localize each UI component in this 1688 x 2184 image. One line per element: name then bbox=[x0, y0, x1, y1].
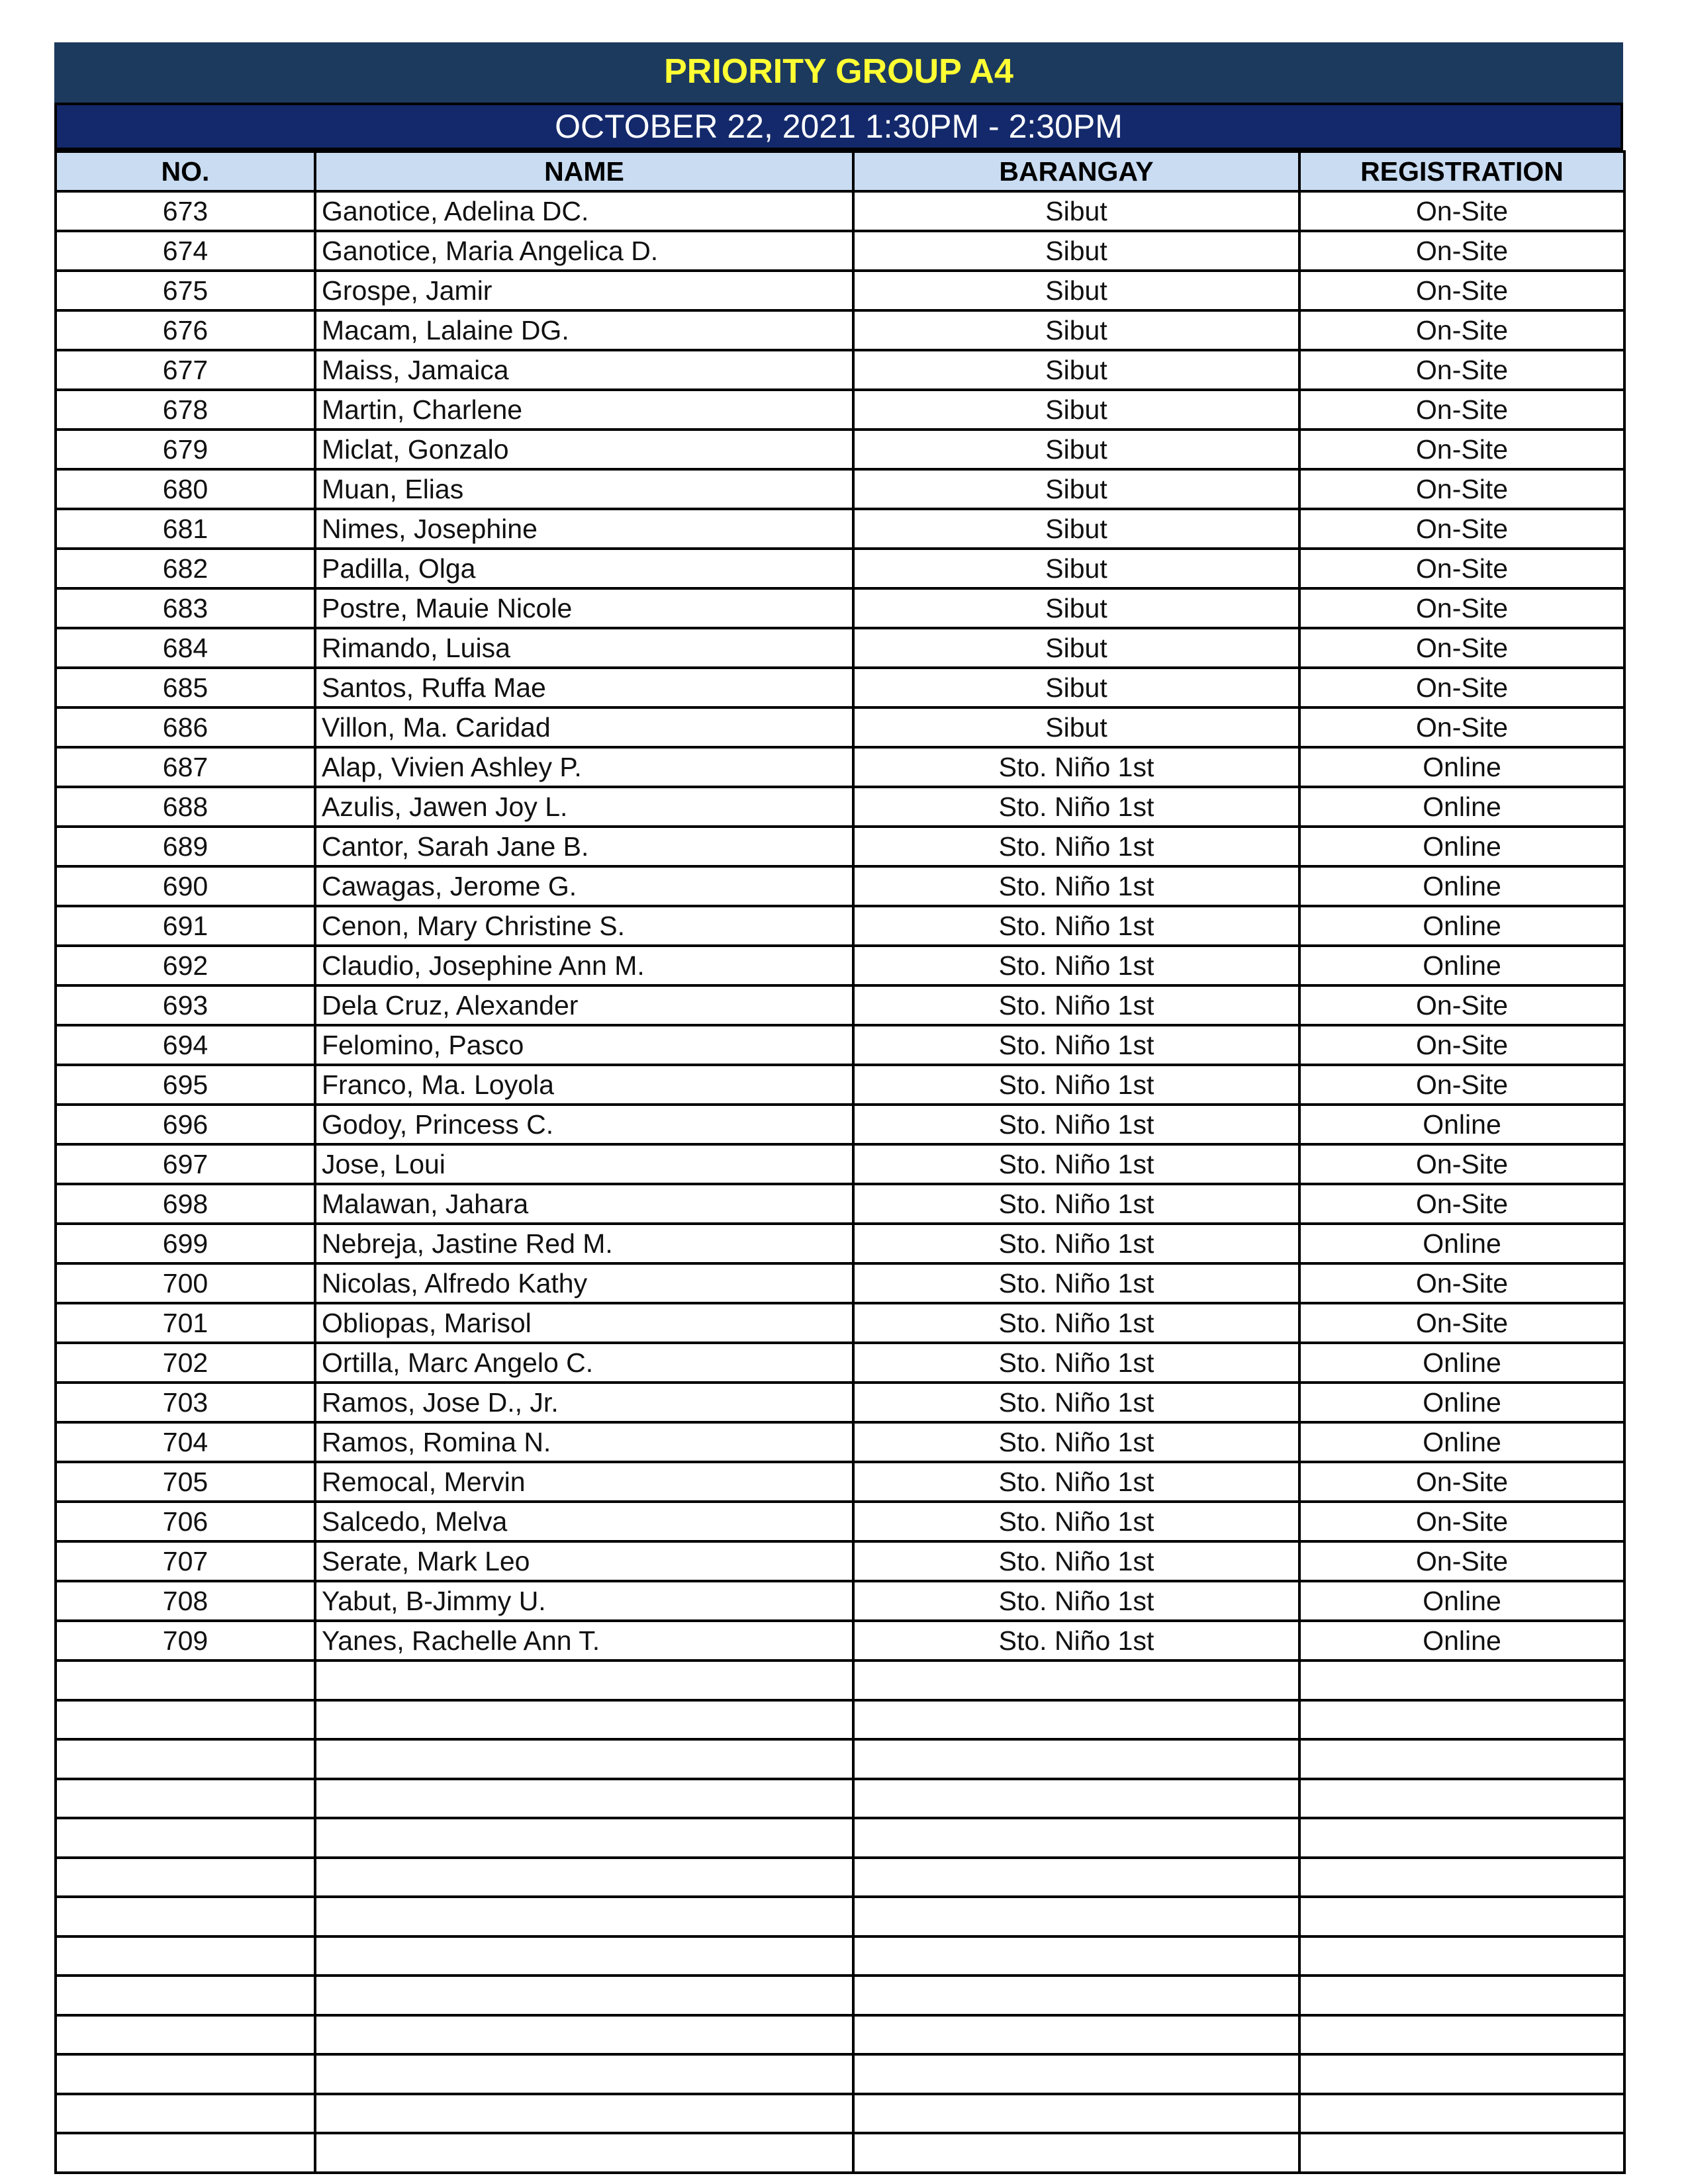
cell-no: 704 bbox=[56, 1422, 315, 1462]
empty-cell bbox=[56, 1858, 315, 1897]
empty-cell bbox=[853, 2054, 1299, 2094]
empty-cell bbox=[315, 2015, 853, 2055]
cell-registration: On-Site bbox=[1299, 231, 1624, 271]
cell-barangay: Sto. Niño 1st bbox=[853, 985, 1299, 1025]
cell-no: 697 bbox=[56, 1144, 315, 1184]
empty-cell bbox=[56, 1779, 315, 1819]
empty-cell bbox=[315, 1936, 853, 1976]
cell-name: Macam, Lalaine DG. bbox=[315, 310, 853, 350]
empty-cell bbox=[315, 1858, 853, 1897]
table-row bbox=[56, 866, 1624, 906]
empty-cell bbox=[315, 1739, 853, 1779]
cell-no: 701 bbox=[56, 1303, 315, 1343]
cell-barangay: Sto. Niño 1st bbox=[853, 1263, 1299, 1303]
empty-cell bbox=[56, 1739, 315, 1779]
cell-name: Maiss, Jamaica bbox=[315, 350, 853, 390]
table-row bbox=[56, 1383, 1624, 1422]
table-row bbox=[56, 310, 1624, 350]
cell-no: 681 bbox=[56, 509, 315, 549]
empty-cell bbox=[315, 2133, 853, 2173]
empty-cell bbox=[315, 1661, 853, 1700]
table-row bbox=[56, 1541, 1624, 1581]
cell-name: Cantor, Sarah Jane B. bbox=[315, 827, 853, 866]
empty-row bbox=[56, 2015, 1624, 2055]
cell-name: Salcedo, Melva bbox=[315, 1502, 853, 1541]
table-row bbox=[56, 350, 1624, 390]
cell-barangay: Sibut bbox=[853, 231, 1299, 271]
empty-cell bbox=[853, 2015, 1299, 2055]
cell-name: Ortilla, Marc Angelo C. bbox=[315, 1343, 853, 1383]
empty-cell bbox=[853, 1739, 1299, 1779]
cell-registration: On-Site bbox=[1299, 549, 1624, 588]
cell-registration: Online bbox=[1299, 747, 1624, 787]
cell-registration: Online bbox=[1299, 827, 1624, 866]
cell-registration: On-Site bbox=[1299, 1025, 1624, 1065]
cell-registration: On-Site bbox=[1299, 310, 1624, 350]
cell-registration: Online bbox=[1299, 866, 1624, 906]
cell-no: 702 bbox=[56, 1343, 315, 1383]
table-row bbox=[56, 1422, 1624, 1462]
empty-cell bbox=[56, 1976, 315, 2015]
cell-name: Franco, Ma. Loyola bbox=[315, 1065, 853, 1105]
cell-barangay: Sto. Niño 1st bbox=[853, 1343, 1299, 1383]
cell-no: 673 bbox=[56, 191, 315, 231]
cell-registration: On-Site bbox=[1299, 271, 1624, 310]
cell-barangay: Sto. Niño 1st bbox=[853, 1541, 1299, 1581]
table-row bbox=[56, 1025, 1624, 1065]
cell-no: 683 bbox=[56, 588, 315, 628]
cell-no: 676 bbox=[56, 310, 315, 350]
cell-no: 685 bbox=[56, 668, 315, 707]
empty-cell bbox=[56, 1818, 315, 1858]
cell-no: 678 bbox=[56, 390, 315, 430]
roster-table bbox=[54, 150, 1626, 2174]
cell-barangay: Sto. Niño 1st bbox=[853, 866, 1299, 906]
empty-row bbox=[56, 2094, 1624, 2134]
empty-cell bbox=[315, 1700, 853, 1740]
cell-registration: Online bbox=[1299, 787, 1624, 827]
cell-no: 679 bbox=[56, 430, 315, 469]
table-row bbox=[56, 271, 1624, 310]
empty-cell bbox=[1299, 1976, 1624, 2015]
cell-name: Azulis, Jawen Joy L. bbox=[315, 787, 853, 827]
empty-cell bbox=[853, 1976, 1299, 2015]
cell-no: 686 bbox=[56, 707, 315, 747]
cell-registration: Online bbox=[1299, 1422, 1624, 1462]
cell-name: Yanes, Rachelle Ann T. bbox=[315, 1621, 853, 1661]
table-row bbox=[56, 1303, 1624, 1343]
cell-registration: On-Site bbox=[1299, 1065, 1624, 1105]
empty-row bbox=[56, 2054, 1624, 2094]
empty-cell bbox=[315, 2054, 853, 2094]
cell-registration: On-Site bbox=[1299, 707, 1624, 747]
table-row bbox=[56, 191, 1624, 231]
empty-cell bbox=[56, 1700, 315, 1740]
empty-cell bbox=[1299, 1818, 1624, 1858]
empty-cell bbox=[315, 1897, 853, 1936]
cell-barangay: Sto. Niño 1st bbox=[853, 1383, 1299, 1422]
cell-registration: On-Site bbox=[1299, 191, 1624, 231]
table-row bbox=[56, 707, 1624, 747]
table-row bbox=[56, 1621, 1624, 1661]
table-row bbox=[56, 985, 1624, 1025]
cell-no: 707 bbox=[56, 1541, 315, 1581]
empty-cell bbox=[1299, 2054, 1624, 2094]
cell-registration: On-Site bbox=[1299, 509, 1624, 549]
cell-no: 682 bbox=[56, 549, 315, 588]
cell-registration: Online bbox=[1299, 1343, 1624, 1383]
cell-barangay: Sibut bbox=[853, 390, 1299, 430]
cell-name: Claudio, Josephine Ann M. bbox=[315, 946, 853, 985]
cell-no: 699 bbox=[56, 1224, 315, 1263]
empty-cell bbox=[853, 1897, 1299, 1936]
column-header-registration: REGISTRATION bbox=[1299, 152, 1624, 191]
empty-cell bbox=[56, 1936, 315, 1976]
cell-name: Malawan, Jahara bbox=[315, 1184, 853, 1224]
cell-name: Jose, Loui bbox=[315, 1144, 853, 1184]
empty-cell bbox=[1299, 2133, 1624, 2173]
empty-cell bbox=[853, 2094, 1299, 2134]
empty-cell bbox=[1299, 1700, 1624, 1740]
cell-registration: On-Site bbox=[1299, 985, 1624, 1025]
cell-barangay: Sto. Niño 1st bbox=[853, 1303, 1299, 1343]
cell-name: Cenon, Mary Christine S. bbox=[315, 906, 853, 946]
table-row bbox=[56, 628, 1624, 668]
cell-barangay: Sibut bbox=[853, 469, 1299, 509]
roster-sheet bbox=[54, 42, 1623, 2174]
cell-registration: On-Site bbox=[1299, 430, 1624, 469]
cell-no: 677 bbox=[56, 350, 315, 390]
empty-row bbox=[56, 1897, 1624, 1936]
table-row bbox=[56, 390, 1624, 430]
schedule-banner: OCTOBER 22, 2021 1:30PM - 2:30PM bbox=[54, 103, 1623, 150]
cell-barangay: Sto. Niño 1st bbox=[853, 1025, 1299, 1065]
cell-name: Martin, Charlene bbox=[315, 390, 853, 430]
table-row bbox=[56, 1065, 1624, 1105]
cell-barangay: Sto. Niño 1st bbox=[853, 946, 1299, 985]
cell-barangay: Sibut bbox=[853, 191, 1299, 231]
cell-name: Ganotice, Adelina DC. bbox=[315, 191, 853, 231]
cell-name: Miclat, Gonzalo bbox=[315, 430, 853, 469]
cell-barangay: Sibut bbox=[853, 509, 1299, 549]
cell-no: 680 bbox=[56, 469, 315, 509]
cell-barangay: Sto. Niño 1st bbox=[853, 827, 1299, 866]
table-row bbox=[56, 430, 1624, 469]
cell-registration: On-Site bbox=[1299, 1184, 1624, 1224]
cell-barangay: Sto. Niño 1st bbox=[853, 1065, 1299, 1105]
empty-cell bbox=[315, 1976, 853, 2015]
empty-cell bbox=[56, 2094, 315, 2134]
cell-no: 696 bbox=[56, 1105, 315, 1144]
table-row bbox=[56, 549, 1624, 588]
empty-row bbox=[56, 1818, 1624, 1858]
table-row bbox=[56, 1502, 1624, 1541]
cell-name: Ganotice, Maria Angelica D. bbox=[315, 231, 853, 271]
cell-barangay: Sto. Niño 1st bbox=[853, 1502, 1299, 1541]
empty-row bbox=[56, 1739, 1624, 1779]
table-row bbox=[56, 1343, 1624, 1383]
cell-barangay: Sto. Niño 1st bbox=[853, 1144, 1299, 1184]
cell-no: 692 bbox=[56, 946, 315, 985]
cell-barangay: Sibut bbox=[853, 549, 1299, 588]
empty-cell bbox=[1299, 1897, 1624, 1936]
cell-no: 695 bbox=[56, 1065, 315, 1105]
cell-barangay: Sto. Niño 1st bbox=[853, 747, 1299, 787]
cell-no: 694 bbox=[56, 1025, 315, 1065]
cell-no: 693 bbox=[56, 985, 315, 1025]
cell-registration: On-Site bbox=[1299, 1263, 1624, 1303]
table-row bbox=[56, 231, 1624, 271]
empty-cell bbox=[56, 1661, 315, 1700]
cell-name: Ramos, Jose D., Jr. bbox=[315, 1383, 853, 1422]
cell-barangay: Sibut bbox=[853, 707, 1299, 747]
empty-cell bbox=[1299, 2094, 1624, 2134]
cell-barangay: Sto. Niño 1st bbox=[853, 1462, 1299, 1502]
table-row bbox=[56, 946, 1624, 985]
empty-cell bbox=[315, 2094, 853, 2134]
table-row bbox=[56, 747, 1624, 787]
cell-registration: On-Site bbox=[1299, 668, 1624, 707]
cell-no: 708 bbox=[56, 1581, 315, 1621]
table-row bbox=[56, 509, 1624, 549]
empty-cell bbox=[1299, 1739, 1624, 1779]
cell-barangay: Sibut bbox=[853, 628, 1299, 668]
cell-registration: Online bbox=[1299, 1621, 1624, 1661]
cell-no: 684 bbox=[56, 628, 315, 668]
table-row bbox=[56, 1144, 1624, 1184]
cell-name: Villon, Ma. Caridad bbox=[315, 707, 853, 747]
empty-cell bbox=[853, 1936, 1299, 1976]
empty-cell bbox=[853, 2133, 1299, 2173]
cell-registration: On-Site bbox=[1299, 1462, 1624, 1502]
table-row bbox=[56, 1184, 1624, 1224]
empty-row bbox=[56, 2133, 1624, 2173]
cell-registration: Online bbox=[1299, 946, 1624, 985]
empty-cell bbox=[56, 2054, 315, 2094]
cell-name: Grospe, Jamir bbox=[315, 271, 853, 310]
cell-registration: Online bbox=[1299, 1224, 1624, 1263]
cell-barangay: Sto. Niño 1st bbox=[853, 1184, 1299, 1224]
cell-name: Dela Cruz, Alexander bbox=[315, 985, 853, 1025]
empty-cell bbox=[1299, 1858, 1624, 1897]
page-title: PRIORITY GROUP A4 bbox=[54, 42, 1623, 103]
cell-registration: On-Site bbox=[1299, 1502, 1624, 1541]
cell-no: 674 bbox=[56, 231, 315, 271]
empty-cell bbox=[853, 1858, 1299, 1897]
cell-registration: Online bbox=[1299, 1581, 1624, 1621]
empty-row bbox=[56, 1936, 1624, 1976]
table-row bbox=[56, 1105, 1624, 1144]
table-row bbox=[56, 1224, 1624, 1263]
table-body bbox=[56, 191, 1624, 2173]
table-row bbox=[56, 1462, 1624, 1502]
empty-cell bbox=[1299, 1661, 1624, 1700]
empty-cell bbox=[56, 2015, 315, 2055]
cell-registration: On-Site bbox=[1299, 469, 1624, 509]
cell-name: Rimando, Luisa bbox=[315, 628, 853, 668]
empty-cell bbox=[56, 2133, 315, 2173]
cell-barangay: Sto. Niño 1st bbox=[853, 787, 1299, 827]
table-row bbox=[56, 668, 1624, 707]
empty-cell bbox=[1299, 1779, 1624, 1819]
empty-cell bbox=[853, 1779, 1299, 1819]
cell-registration: On-Site bbox=[1299, 350, 1624, 390]
column-header-barangay: BARANGAY bbox=[853, 152, 1299, 191]
table-row bbox=[56, 906, 1624, 946]
cell-registration: Online bbox=[1299, 1383, 1624, 1422]
cell-name: Santos, Ruffa Mae bbox=[315, 668, 853, 707]
cell-registration: On-Site bbox=[1299, 628, 1624, 668]
empty-cell bbox=[315, 1779, 853, 1819]
cell-barangay: Sibut bbox=[853, 350, 1299, 390]
cell-registration: On-Site bbox=[1299, 390, 1624, 430]
empty-cell bbox=[315, 1818, 853, 1858]
empty-cell bbox=[1299, 2015, 1624, 2055]
cell-no: 675 bbox=[56, 271, 315, 310]
cell-name: Postre, Mauie Nicole bbox=[315, 588, 853, 628]
cell-barangay: Sibut bbox=[853, 588, 1299, 628]
cell-no: 706 bbox=[56, 1502, 315, 1541]
cell-name: Remocal, Mervin bbox=[315, 1462, 853, 1502]
table-row bbox=[56, 1581, 1624, 1621]
cell-registration: Online bbox=[1299, 906, 1624, 946]
cell-name: Cawagas, Jerome G. bbox=[315, 866, 853, 906]
cell-no: 700 bbox=[56, 1263, 315, 1303]
table-row bbox=[56, 827, 1624, 866]
cell-name: Yabut, B-Jimmy U. bbox=[315, 1581, 853, 1621]
cell-name: Padilla, Olga bbox=[315, 549, 853, 588]
table-row bbox=[56, 1263, 1624, 1303]
cell-no: 698 bbox=[56, 1184, 315, 1224]
cell-barangay: Sibut bbox=[853, 271, 1299, 310]
table-header-row bbox=[56, 152, 1624, 191]
cell-barangay: Sto. Niño 1st bbox=[853, 1621, 1299, 1661]
empty-cell bbox=[56, 1897, 315, 1936]
cell-no: 709 bbox=[56, 1621, 315, 1661]
cell-name: Nebreja, Jastine Red M. bbox=[315, 1224, 853, 1263]
column-header-name: NAME bbox=[315, 152, 853, 191]
table-row bbox=[56, 588, 1624, 628]
cell-barangay: Sto. Niño 1st bbox=[853, 906, 1299, 946]
cell-name: Alap, Vivien Ashley P. bbox=[315, 747, 853, 787]
cell-barangay: Sto. Niño 1st bbox=[853, 1105, 1299, 1144]
cell-name: Nimes, Josephine bbox=[315, 509, 853, 549]
cell-barangay: Sibut bbox=[853, 430, 1299, 469]
cell-no: 703 bbox=[56, 1383, 315, 1422]
empty-cell bbox=[1299, 1936, 1624, 1976]
empty-cell bbox=[853, 1700, 1299, 1740]
empty-cell bbox=[853, 1661, 1299, 1700]
cell-name: Serate, Mark Leo bbox=[315, 1541, 853, 1581]
cell-barangay: Sibut bbox=[853, 310, 1299, 350]
empty-row bbox=[56, 1976, 1624, 2015]
cell-no: 705 bbox=[56, 1462, 315, 1502]
empty-row bbox=[56, 1858, 1624, 1897]
cell-registration: On-Site bbox=[1299, 1144, 1624, 1184]
cell-registration: On-Site bbox=[1299, 1303, 1624, 1343]
cell-no: 691 bbox=[56, 906, 315, 946]
empty-row bbox=[56, 1700, 1624, 1740]
cell-no: 687 bbox=[56, 747, 315, 787]
empty-row bbox=[56, 1779, 1624, 1819]
cell-name: Felomino, Pasco bbox=[315, 1025, 853, 1065]
column-header-no: NO. bbox=[56, 152, 315, 191]
cell-name: Ramos, Romina N. bbox=[315, 1422, 853, 1462]
cell-no: 689 bbox=[56, 827, 315, 866]
cell-registration: On-Site bbox=[1299, 1541, 1624, 1581]
cell-barangay: Sibut bbox=[853, 668, 1299, 707]
cell-barangay: Sto. Niño 1st bbox=[853, 1224, 1299, 1263]
table-row bbox=[56, 787, 1624, 827]
cell-registration: On-Site bbox=[1299, 588, 1624, 628]
cell-name: Nicolas, Alfredo Kathy bbox=[315, 1263, 853, 1303]
cell-registration: Online bbox=[1299, 1105, 1624, 1144]
cell-barangay: Sto. Niño 1st bbox=[853, 1581, 1299, 1621]
cell-name: Muan, Elias bbox=[315, 469, 853, 509]
cell-barangay: Sto. Niño 1st bbox=[853, 1422, 1299, 1462]
cell-name: Obliopas, Marisol bbox=[315, 1303, 853, 1343]
cell-name: Godoy, Princess C. bbox=[315, 1105, 853, 1144]
table-row bbox=[56, 469, 1624, 509]
cell-no: 688 bbox=[56, 787, 315, 827]
empty-row bbox=[56, 1661, 1624, 1700]
empty-cell bbox=[853, 1818, 1299, 1858]
cell-no: 690 bbox=[56, 866, 315, 906]
